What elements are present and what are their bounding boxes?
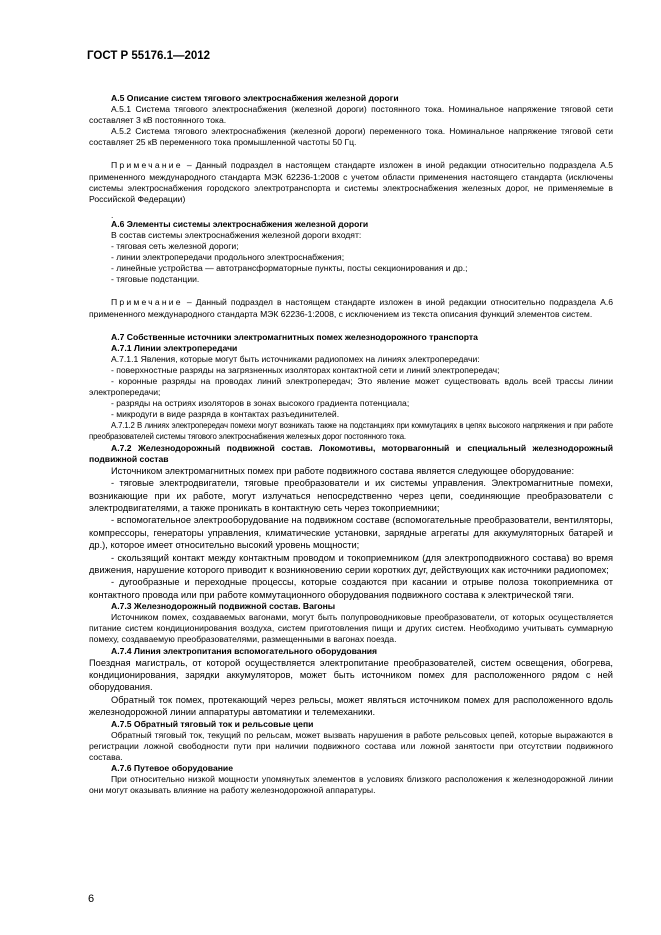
subsection-a7-2-heading: А.7.2 Железнодорожный подвижной состав. Локомотивы, моторвагонный и специальный железнодорожный подвижной состав bbox=[89, 442, 613, 464]
list-item: - коронные разряды на проводах линий электропередач; Это явление может существовать вдоль всей трассы линии электропередачи; bbox=[89, 375, 613, 398]
paragraph-a6-intro: В состав системы электроснабжения железной дороги входят: bbox=[111, 229, 362, 240]
note-text: – Данный подраздел в настоящем стандарте изложен в иной редакции относительно подраздела А.6 примененного международного стандарта МЭК 62236-1:2008, с исключением из текста описания функций элементов систем. bbox=[89, 297, 613, 319]
list-item: - тяговая сеть железной дороги; bbox=[111, 241, 239, 252]
page-number: 6 bbox=[88, 893, 95, 905]
note-label: Примечание bbox=[111, 297, 183, 308]
list-item: - тяговые электродвигатели, тяговые преобразователи и их системы управления. Электромагнитные помехи, возникающие при их работе, могут излучаться непосредственно через цепи, соединяющие преобразователи с электродвигателями, а также проникать в контактную сеть через токоприемники; bbox=[89, 478, 613, 513]
document-header: ГОСТ Р 55176.1—2012 bbox=[87, 50, 211, 62]
subsection-a7-5-heading: А.7.5 Обратный тяговый ток и рельсовые цепи bbox=[111, 718, 314, 729]
section-a5-heading: А.5 Описание систем тягового электроснабжения железной дороги bbox=[111, 93, 399, 103]
list-item: - дугообразные и переходные процессы, которые создаются при касании и отрыве полоза токоприемника от контактного провода или при работе коммутационного оборудования подвижного состава к электрической тяги. bbox=[89, 577, 613, 600]
list-item: - поверхностные разряды на загрязненных изоляторах контактной сети и линий электропередач; bbox=[111, 364, 500, 375]
paragraph-a5-1: А.5.1 Система тягового электроснабжения (железной дороги) постоянного тока. Номинальное напряжение тяговой сети составляет 3 кВ постоянного тока. bbox=[89, 104, 613, 126]
note-a6 bbox=[89, 297, 613, 319]
paragraph-a7-3: Источником помех, создаваемых вагонами, могут быть полупроводниковые преобразователи, от которых осуществляется питание систем кондиционирования воздуха, систем приготовления пищи и других систем. Необходимо учитывать суммарную помеху, создаваемую преобразователями, размещенными в вагонах поезда. bbox=[89, 612, 613, 645]
section-a6-heading: А.6 Элементы системы электроснабжения железной дороги bbox=[111, 218, 369, 229]
list-item: - разряды на остриях изоляторов в зонах высокого градиента потенциала; bbox=[111, 398, 410, 409]
note-text: – Данный подраздел в настоящем стандарте изложен в иной редакции относительно подраздела А.5 примененного международного стандарта МЭК 62236-1:2008 с учетом области применения настоящего стандарта (исключены системы электроснабжения городского электротранспорта и системы электроснабжения железных дорог, не применяемые в Российской Федерации) bbox=[89, 160, 613, 204]
paragraph-a5-2: А.5.2 Система тягового электроснабжения (железной дороги) переменного тока. Номинальное напряжение тяговой сети составляет 25 кВ переменного тока промышленной частоты 50 Гц. bbox=[89, 126, 613, 148]
note-label: Примечание bbox=[111, 160, 183, 171]
subsection-a7-2-body bbox=[89, 465, 613, 601]
paragraph-a7-5: Обратный тяговый ток, текущий по рельсам, может вызвать нарушения в работе рельсовых цепей, которые выражаются в регистрации ложной свободности пути при наличии подвижного состава или ложной занятости при отсутствии подвижного состава. bbox=[89, 729, 613, 762]
subsection-a7-6-heading: А.7.6 Путевое оборудование bbox=[111, 763, 233, 774]
list-item: - микродуги в виде разряда в контактах разъединителей. bbox=[111, 409, 340, 420]
list-item: - вспомогательное электрооборудование на подвижном составе (вспомогательные преобразователи, вентиляторы, компрессоры, генераторы управления, климатические установки, зарядные агрегаты для аккумуляторных батарей и др.), которое имеет относительно высокий уровень мощности; bbox=[89, 515, 613, 551]
paragraph-a7-4-2: Обратный ток помех, протекающий через рельсы, может являться источником помех для расположенного вдоль железнодорожной линии аппаратуры автоматики и телемеханики. bbox=[89, 694, 613, 718]
section-a7-heading: А.7 Собственные источники электромагнитных помех железнодорожного транспорта bbox=[111, 331, 478, 342]
paragraph-a7-6: При относительно низкой мощности упомянутых элементов в условиях близкого расположения к железнодорожной линии они могут оказывать влияние на работу железнодорожной аппаратуры. bbox=[89, 774, 613, 796]
subsection-a7-3-heading: А.7.3 Железнодорожный подвижной состав. Вагоны bbox=[111, 601, 336, 612]
list-item: - линии электропередачи продольного электроснабжения; bbox=[111, 252, 345, 263]
subsection-a7-4-heading: А.7.4 Линия электропитания вспомогательного оборудования bbox=[111, 645, 378, 656]
paragraph-a7-1-1: А.7.1.1 Явления, которые могут быть источниками радиопомех на линиях электропередачи: bbox=[111, 353, 480, 364]
list-item: - скользящий контакт между контактным проводом и токоприемником (для электроподвижного состава) во время движения, нарушение которого приводит к возникновению серии коротких дуг, действующих как источники радиопомех; bbox=[89, 552, 613, 575]
list-item: - тяговые подстанции. bbox=[111, 274, 200, 285]
page-body bbox=[89, 93, 613, 796]
paragraph-a7-2-intro: Источником электромагнитных помех при работе подвижного состава является следующее оборудование: bbox=[111, 465, 575, 476]
paragraph-a7-4-1: Поездная магистраль, от которой осуществляется электропитание преобразователей, систем освещения, обогрева, кондиционирования, зарядки аккумуляторов, может быть источником помех для расположенного рядом с ней оборудования. bbox=[89, 657, 613, 693]
note-a5 bbox=[89, 160, 613, 204]
paragraph-a7-1-2: А.7.1.2 В линиях электропередач помехи могут возникать также на подстанциях при коммутациях в цепях высокого напряжения и при работе преобразователей системы тягового электроснабжения железных дорог постоянного тока. bbox=[89, 421, 613, 442]
subsection-a7-1-heading: А.7.1 Линии электропередачи bbox=[111, 342, 238, 353]
stray-dot: . bbox=[111, 209, 114, 220]
list-item: - линейные устройства — автотрансформаторные пункты, посты секционирования и др.; bbox=[111, 263, 468, 274]
subsection-a7-4-body bbox=[89, 657, 613, 719]
